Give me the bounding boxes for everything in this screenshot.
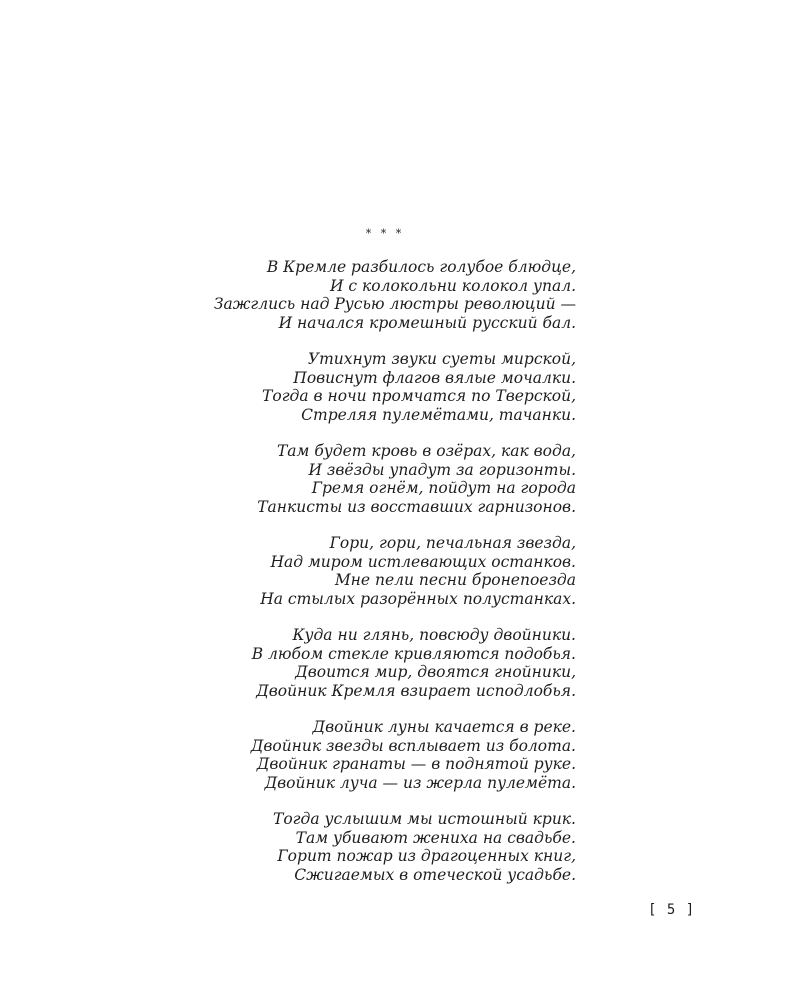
poem-line: И с колокольни колокол упал. <box>329 276 576 295</box>
poem-line: И начался кромешный русский бал. <box>278 313 576 332</box>
poem-line: Стреляя пулемётами, тачанки. <box>301 405 576 424</box>
poem-line: Танкисты из восставших гарнизонов. <box>257 497 576 516</box>
poem-line: Двойник Кремля взирает исподлобья. <box>256 681 576 700</box>
page-number: [ 5 ] <box>648 902 696 918</box>
stanza <box>136 810 576 884</box>
poem-line: Там будет кровь в озёрах, как вода, <box>276 442 576 460</box>
poem-line: Двойник гранаты — в поднятой руке. <box>256 755 576 773</box>
poem-line: Над миром истлевающих останков. <box>270 552 576 571</box>
poem-line: В Кремле разбилось голубое блюдце, <box>266 258 576 276</box>
poem-line: Гори, гори, печальная звезда, <box>329 534 576 552</box>
poem-line: Горит пожар из драгоценных книг, <box>277 847 576 865</box>
poem-line: В любом стекле кривляются подобья. <box>251 644 576 663</box>
poem-line: Там убивают жениха на свадьбе. <box>295 828 576 847</box>
poem-line: Тогда в ночи промчатся по Тверской, <box>262 387 576 405</box>
stanza <box>136 442 576 516</box>
poem <box>136 258 576 902</box>
stanza <box>136 350 576 424</box>
poem-line: Мне пели песни бронепоезда <box>334 571 576 589</box>
poem-line: Утихнут звуки суеты мирской, <box>307 350 576 368</box>
stanza <box>136 718 576 792</box>
poem-line: Сжигаемых в отеческой усадьбе. <box>294 865 576 884</box>
poem-line: Двоится мир, двоятся гнойники, <box>295 663 576 681</box>
stanza <box>136 534 576 608</box>
poem-line: Гремя огнём, пойдут на города <box>311 479 576 497</box>
poem-line: Куда ни глянь, повсюду двойники. <box>292 626 576 644</box>
stanza <box>136 258 576 332</box>
poem-line: На стылых разорённых полустанках. <box>260 589 576 608</box>
poem-line: И звёзды упадут за горизонты. <box>308 460 576 479</box>
poem-line: Повиснут флагов вялые мочалки. <box>293 368 576 387</box>
section-ornament: * * * <box>365 227 405 240</box>
poem-line: Двойник луны качается в реке. <box>312 718 576 736</box>
poem-line: Двойник звезды всплывает из болота. <box>250 736 576 755</box>
poem-line: Тогда услышим мы истошный крик. <box>273 810 576 828</box>
poem-line: Зажглись над Русью люстры революций — <box>213 295 576 313</box>
poem-line: Двойник луча — из жерла пулемёта. <box>264 773 576 792</box>
stanza <box>136 626 576 700</box>
